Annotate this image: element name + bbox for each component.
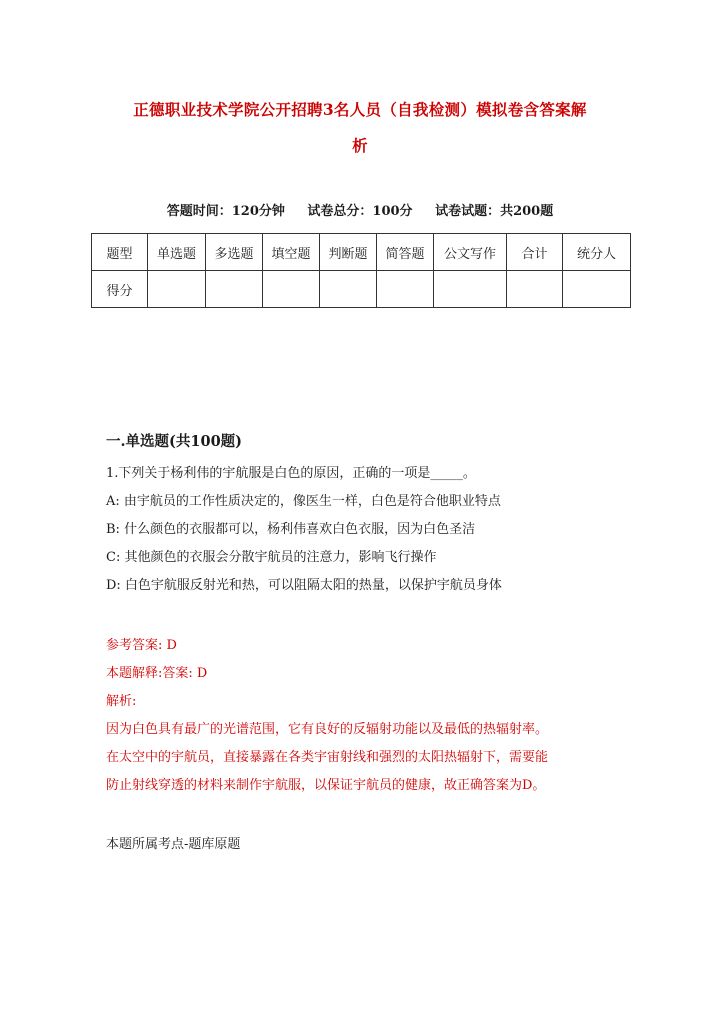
page-title bbox=[100, 92, 620, 164]
score-header-cell: 统分人 bbox=[563, 234, 631, 271]
score-cell bbox=[263, 271, 320, 308]
score-cell bbox=[434, 271, 507, 308]
question-source-note: 本题所属考点-题库原题 bbox=[106, 837, 241, 852]
score-cell bbox=[563, 271, 631, 308]
score-table-score-row bbox=[92, 271, 631, 308]
page-title-line-2: 析 bbox=[352, 136, 368, 155]
score-header-cell: 多选题 bbox=[206, 234, 263, 271]
exam-total-score: 试卷总分：100分 bbox=[307, 204, 413, 219]
score-table-header-row bbox=[92, 234, 631, 271]
score-header-cell: 合计 bbox=[507, 234, 563, 271]
explanation-answer: 本题解释:答案: D bbox=[106, 666, 208, 681]
score-header-cell: 填空题 bbox=[263, 234, 320, 271]
option-b: B: 什么颜色的衣服都可以，杨利伟喜欢白色衣服，因为白色圣洁 bbox=[106, 522, 476, 537]
score-table bbox=[91, 233, 631, 308]
section-title: 一.单选题(共100题) bbox=[106, 433, 243, 450]
option-c: C: 其他颜色的衣服会分散宇航员的注意力，影响飞行操作 bbox=[106, 550, 437, 565]
analysis-line: 因为白色具有最广的光谱范围，它有良好的反辐射功能以及最低的热辐射率。 bbox=[106, 722, 549, 737]
score-header-cell: 公文写作 bbox=[434, 234, 507, 271]
score-header-cell: 判断题 bbox=[320, 234, 377, 271]
score-header-cell: 简答题 bbox=[377, 234, 434, 271]
page-title-line-1: 正德职业技术学院公开招聘3名人员（自我检测）模拟卷含答案解 bbox=[133, 100, 587, 119]
exam-meta bbox=[0, 200, 720, 219]
option-d: D: 白色宇航服反射光和热，可以阻隔太阳的热量，以保护宇航员身体 bbox=[106, 578, 502, 593]
score-header-cell: 题型 bbox=[92, 234, 148, 271]
exam-question-count: 试卷试题：共200题 bbox=[435, 204, 554, 219]
question-stem: 1.下列关于杨利伟的宇航服是白色的原因，正确的一项是_____。 bbox=[106, 466, 476, 481]
score-cell bbox=[507, 271, 563, 308]
score-header-cell: 单选题 bbox=[148, 234, 206, 271]
score-row-label: 得分 bbox=[92, 271, 148, 308]
exam-time: 答题时间：120分钟 bbox=[166, 204, 285, 219]
analysis-label: 解析: bbox=[106, 694, 137, 709]
reference-answer: 参考答案: D bbox=[106, 638, 177, 653]
score-cell bbox=[206, 271, 263, 308]
analysis-line: 在太空中的宇航员，直接暴露在各类宇宙射线和强烈的太阳热辐射下，需要能 bbox=[106, 750, 549, 765]
option-a: A: 由宇航员的工作性质决定的，像医生一样，白色是符合他职业特点 bbox=[106, 494, 501, 509]
analysis-line: 防止射线穿透的材料来制作宇航服，以保证宇航员的健康，故正确答案为D。 bbox=[106, 778, 546, 793]
score-cell bbox=[377, 271, 434, 308]
score-cell bbox=[148, 271, 206, 308]
score-cell bbox=[320, 271, 377, 308]
